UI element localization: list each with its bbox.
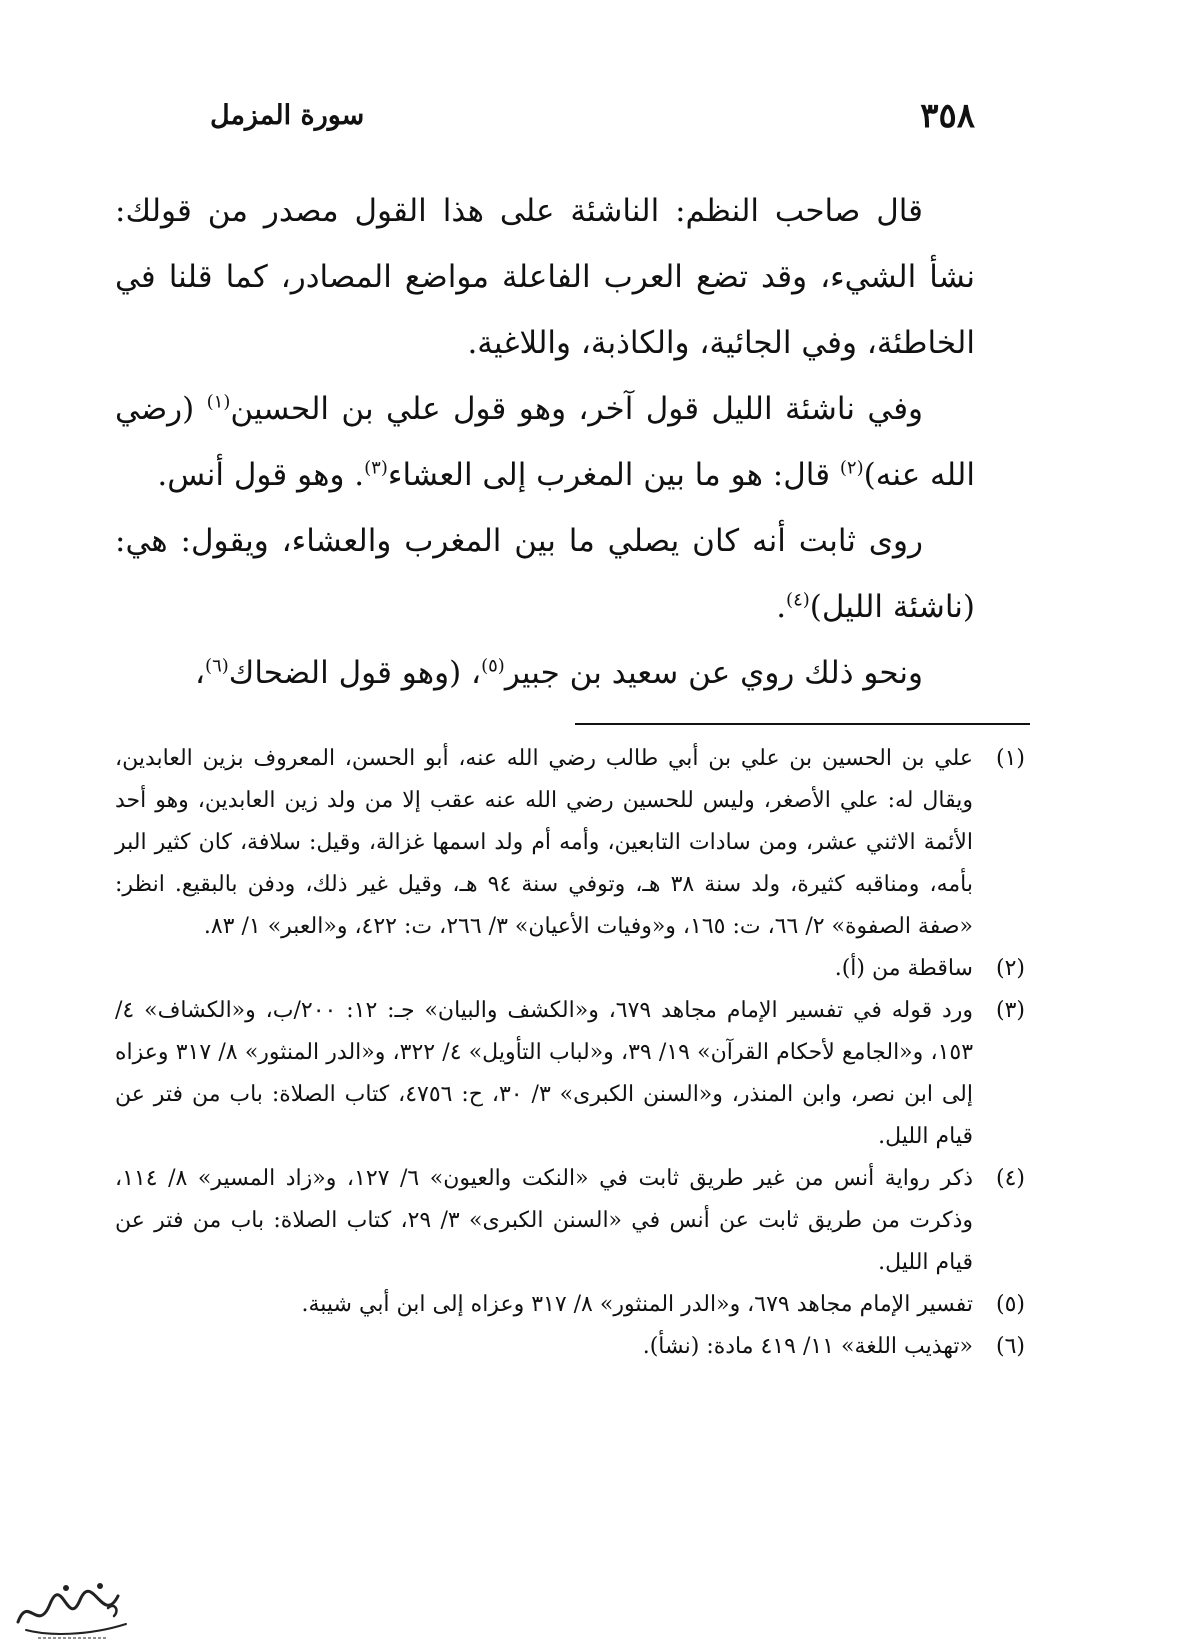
paragraph-1: قال صاحب النظم: الناشئة على هذا القول مصدر من قولك: نشأ الشيء، وقد تضع العرب الفاعلة مواضع المصادر، كما قلنا في الخاطئة، وفي الجائية، والكاذبة، واللاغية. bbox=[115, 193, 975, 361]
paragraph-3-part-b: . bbox=[776, 589, 787, 625]
footnote-number: (٦) bbox=[995, 1334, 1025, 1359]
publisher-logo bbox=[8, 1574, 138, 1644]
paragraph-4 bbox=[115, 640, 975, 706]
footnote-number: (٥) bbox=[995, 1292, 1025, 1317]
paragraph-4-part-c: ، bbox=[195, 655, 206, 691]
paragraph-3 bbox=[115, 508, 975, 640]
footnote-ref-1[interactable]: (١) bbox=[206, 391, 231, 413]
footnote-text: «تهذيب اللغة» ١١/ ٤١٩ مادة: (نشأ). bbox=[642, 1334, 973, 1359]
paragraph-3-part-a: روى ثابت أنه كان يصلي ما بين المغرب والعشاء، ويقول: هي: (ناشئة الليل) bbox=[115, 523, 975, 625]
footnote-number: (٢) bbox=[995, 956, 1025, 981]
footnote-ref-6[interactable]: (٦) bbox=[205, 655, 229, 677]
footnote-2 bbox=[115, 948, 1025, 990]
footnote-ref-2[interactable]: (٢) bbox=[839, 457, 864, 479]
footnote-ref-4[interactable]: (٤) bbox=[786, 589, 810, 611]
footnote-ref-3[interactable]: (٣) bbox=[364, 457, 388, 479]
paragraph-4-part-b: ، (وهو قول الضحاك bbox=[228, 655, 482, 691]
footnote-3 bbox=[115, 990, 1025, 1158]
footnote-text: ساقطة من (أ). bbox=[834, 956, 973, 981]
footnote-6 bbox=[115, 1326, 1025, 1368]
footnote-4 bbox=[115, 1158, 1025, 1284]
paragraph-4-part-a: ونحو ذلك روي عن سعيد بن جبير bbox=[504, 655, 923, 691]
paragraph-2-part-c: قال: هو ما بين المغرب إلى العشاء bbox=[387, 457, 840, 493]
main-text bbox=[115, 178, 975, 706]
footnotes bbox=[115, 738, 1025, 1368]
running-title: سورة المزمل bbox=[210, 100, 365, 131]
page-number: ٣٥٨ bbox=[920, 96, 975, 136]
footnote-text: ورد قوله في تفسير الإمام مجاهد ٦٧٩، و«الكشف والبيان» جـ: ١٢: ٢٠٠/ب، و«الكشاف» ٤/ ١٥٣، و«الجامع لأحكام القرآن» ١٩/ ٣٩، و«لباب التأويل» ٤/ ٣٢٢، و«الدر المنثور» ٨/ ٣١٧ وعزاه إلى ابن نصر، وابن المنذر، و«السنن الكبرى» ٣/ ٣٠، ح: ٤٧٥٦، كتاب الصلاة: باب من فتر عن قيام الليل. bbox=[115, 998, 974, 1149]
footnote-1 bbox=[115, 738, 1025, 948]
paragraph-2-part-d: . وهو قول أنس. bbox=[157, 457, 365, 493]
paragraph-2-part-b: (رضي الله عنه) bbox=[115, 391, 975, 493]
footnote-text: ذكر رواية أنس من غير طريق ثابت في «النكت والعيون» ٦/ ١٢٧، و«زاد المسير» ٨/ ١١٤، وذكرت من طريق ثابت عن أنس في «السنن الكبرى» ٣/ ٢٩، كتاب الصلاة: باب من فتر عن قيام الليل. bbox=[115, 1166, 974, 1275]
footnote-number: (٤) bbox=[995, 1166, 1025, 1191]
footnote-5 bbox=[115, 1284, 1025, 1326]
page-header bbox=[190, 96, 975, 146]
footnote-divider bbox=[575, 723, 1030, 725]
footnote-number: (١) bbox=[995, 746, 1025, 771]
footnote-number: (٣) bbox=[995, 998, 1025, 1023]
paragraph-2 bbox=[115, 376, 975, 508]
paragraph-2-part-a: وفي ناشئة الليل قول آخر، وهو قول علي بن الحسين bbox=[230, 391, 923, 427]
footnote-ref-5[interactable]: (٥) bbox=[481, 655, 505, 677]
footnote-text: تفسير الإمام مجاهد ٦٧٩، و«الدر المنثور» ٨/ ٣١٧ وعزاه إلى ابن أبي شيبة. bbox=[301, 1292, 973, 1317]
footnote-text: علي بن الحسين بن علي بن أبي طالب رضي الله عنه، أبو الحسن، المعروف بزين العابدين، ويقال له: علي الأصغر، وليس للحسين رضي الله عنه عقب إلا من ولد زين العابدين، وهو أحد الأئمة الاثني عشر، ومن سادات التابعين، وأمه أم ولد اسمها غزالة، وقيل: سلافة، كان كثير البر بأمه، ومناقبه كثيرة، ولد سنة ٣٨ هـ، وتوفي سنة ٩٤ هـ، وقيل غير ذلك، ودفن بالبقيع. انظر: «صفة الصفوة» ٢/ ٦٦، ت: ١٦٥، و«وفيات الأعيان» ٣/ ٢٦٦، ت: ٤٢٢، و«العبر» ١/ ٨٣. bbox=[115, 746, 974, 939]
